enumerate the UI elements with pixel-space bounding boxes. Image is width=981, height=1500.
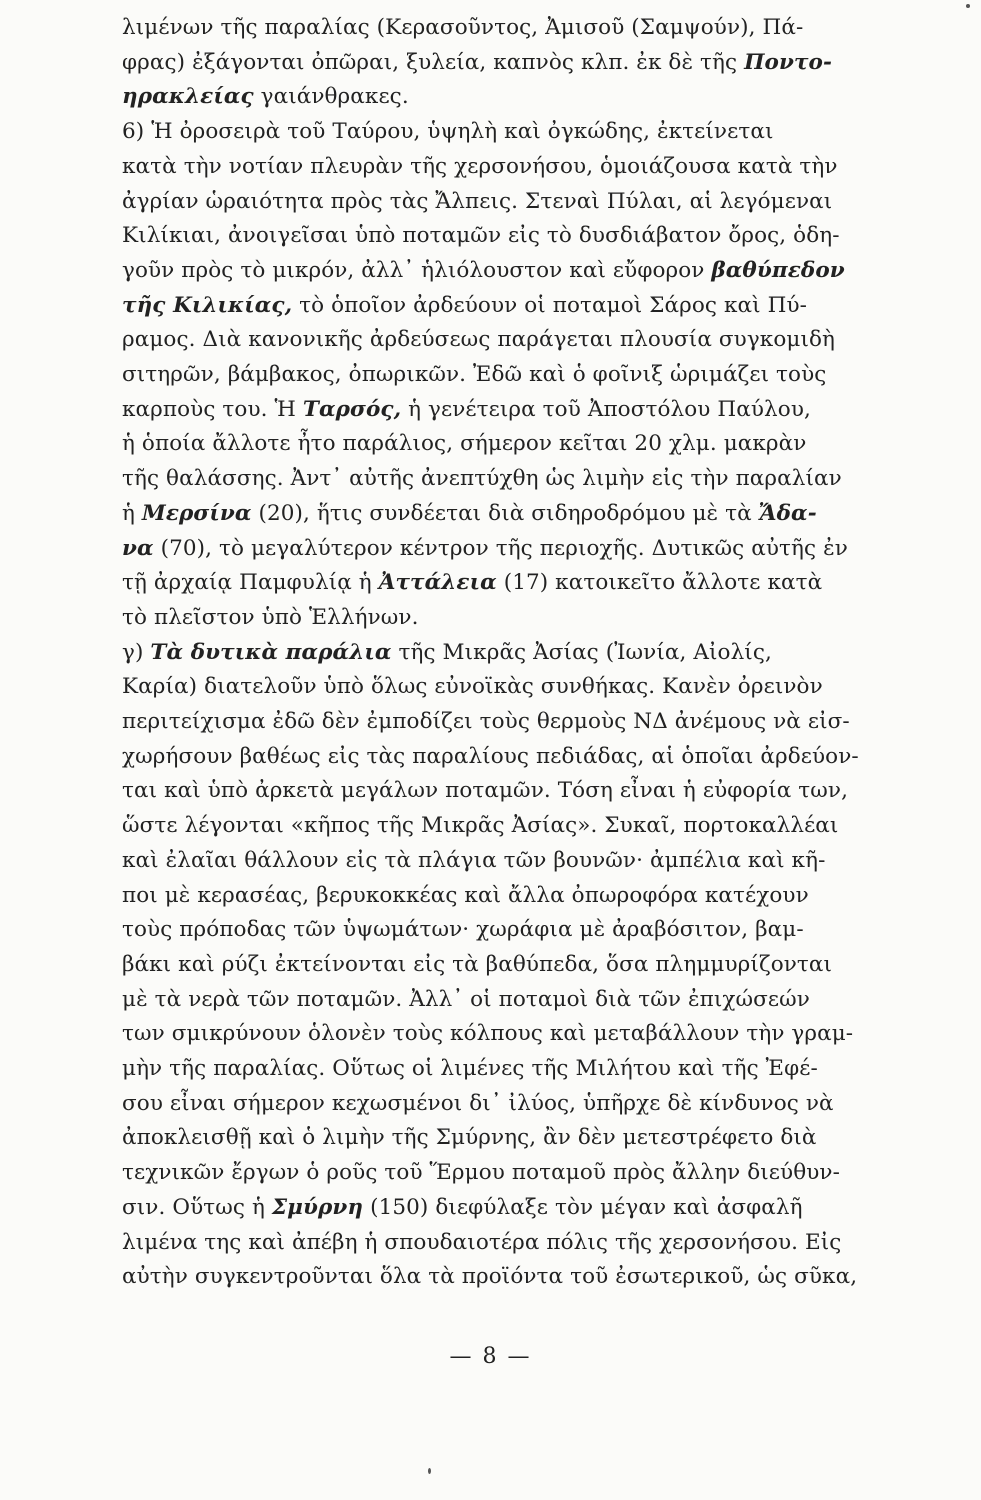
- text-line: [122, 1053, 894, 1085]
- text-line: [122, 637, 894, 669]
- text-line: [122, 81, 894, 113]
- text-run: βάκι καὶ ρύζι ἐκτείνονται εἰς τὰ βαθύπεδα, ὅσα πλημμυρίζονται: [122, 951, 833, 977]
- text-line: [122, 186, 894, 218]
- text-line: [122, 428, 894, 460]
- bold-term: να: [122, 535, 154, 561]
- text-line: [122, 1261, 894, 1293]
- text-run: καρποὺς του. Ἡ: [122, 396, 303, 422]
- bold-term: Μερσίνα: [141, 500, 252, 526]
- text-run: τὸ πλεῖστον ὑπὸ Ἑλλήνων.: [122, 604, 419, 630]
- text-run: κατὰ τὴν νοτίαν πλευρὰν τῆς χερσονήσου, ὁμοιάζουσα κατὰ τὴν: [122, 153, 838, 179]
- text-line: [122, 533, 894, 565]
- text-run: τοὺς πρόποδας τῶν ὑψωμάτων· χωράφια μὲ ἀραβόσιτον, βαμ-: [122, 917, 804, 943]
- text-line: [122, 12, 894, 44]
- text-line: [122, 290, 894, 322]
- text-run: Καρία) διατελοῦν ὑπὸ ὅλως εὐνοϊκὰς συνθήκας. Κανὲν ὀρεινὸν: [122, 674, 823, 700]
- text-line: [122, 706, 894, 738]
- scan-speck: [966, 4, 970, 8]
- text-run: λιμένων τῆς παραλίας (Κερασοῦντος, Ἀμισοῦ (Σαμψούν), Πά-: [122, 15, 804, 40]
- text-run: (17) κατοικεῖτο ἄλλοτε κατὰ: [496, 570, 823, 596]
- text-run: (70), τὸ μεγαλύτερον κέντρον τῆς περιοχῆς. Δυτικῶς αὐτῆς ἐν: [153, 535, 848, 561]
- text-line: [122, 220, 894, 252]
- text-line: [122, 949, 894, 981]
- text-run: φρας) ἐξάγονται ὀπῶραι, ξυλεία, καπνὸς κλπ. ἐκ δὲ τῆς: [122, 49, 745, 75]
- text-run: Κιλίκιαι, ἀνοιγεῖσαι ὑπὸ ποταμῶν εἰς τὸ δυσδιάβατον ὄρος, ὁδη-: [122, 223, 840, 249]
- text-line: [122, 1122, 894, 1154]
- text-line: [122, 1157, 894, 1189]
- text-run: τῇ ἀρχαίᾳ Παμφυλίᾳ ἡ: [122, 570, 379, 596]
- text-run: ἡ ὁποία ἄλλοτε ἦτο παράλιος, σήμερον κεῖται 20 χλμ. μακρὰν: [122, 431, 807, 457]
- text-line: [122, 47, 894, 79]
- bold-term: Ἀττάλεια: [378, 570, 497, 596]
- text-line: [122, 255, 894, 287]
- text-run: ποι μὲ κερασέας, βερυκοκκέας καὶ ἄλλα ὀπωροφόρα κατέχουν: [122, 882, 809, 908]
- text-run: σου εἶναι σήμερον κεχωσμένοι δι᾽ ἰλύος, ὑπῆρχε δὲ κίνδυνος νὰ: [122, 1090, 834, 1116]
- text-run: ραμος. Διὰ κανονικῆς ἀρδεύσεως παράγεται πλουσία συγκομιδὴ: [122, 327, 836, 353]
- text-run: περιτείχισμα ἐδῶ δὲν ἐμποδίζει τοὺς θερμοὺς ΝΔ ἀνέμους νὰ εἰσ-: [122, 709, 850, 734]
- text-run: τῆς θαλάσσης. Ἀντ᾽ αὐτῆς ἀνεπτύχθη ὡς λιμὴν εἰς τὴν παραλίαν: [122, 466, 842, 492]
- text-run: ται καὶ ὑπὸ ἀρκετὰ μεγάλων ποταμῶν. Τόση εἶναι ἡ εὐφορία των,: [122, 778, 849, 804]
- text-run: τεχνικῶν ἔργων ὁ ροῦς τοῦ Ἕρμου ποταμοῦ πρὸς ἄλλην διεύθυν-: [122, 1160, 840, 1186]
- page-number: — 8 —: [449, 1344, 532, 1369]
- text-line: [122, 671, 894, 703]
- text-run: (20), ἥτις συνδέεται διὰ σιδηροδρόμου μὲ τὰ: [251, 500, 759, 526]
- text-line: [122, 1192, 894, 1224]
- text-line: [122, 151, 894, 183]
- text-run: γ): [122, 639, 151, 665]
- bold-term: ηρακλείας: [122, 84, 254, 110]
- text-line: [122, 984, 894, 1016]
- text-line: [122, 810, 894, 842]
- text-line: [122, 1018, 894, 1050]
- text-run: (150) διεφύλαξε τὸν μέγαν καὶ ἀσφαλῆ: [363, 1194, 803, 1220]
- bold-term: Τὰ δυτικὰ παράλια: [150, 639, 392, 665]
- text-run: μὴν τῆς παραλίας. Οὕτως οἱ λιμένες τῆς Μιλήτου καὶ τῆς Ἐφέ-: [122, 1056, 818, 1081]
- text-line: [122, 394, 894, 426]
- bold-term: τῆς Κιλικίας,: [122, 292, 293, 318]
- text-run: ἡ: [122, 500, 142, 526]
- text-line: [122, 359, 894, 391]
- text-run: καὶ ἐλαῖαι θάλλουν εἰς τὰ πλάγια τῶν βουνῶν· ἀμπέλια καὶ κῆ-: [122, 847, 826, 873]
- text-run: ἡ γενέτειρα τοῦ Ἀποστόλου Παύλου,: [401, 396, 811, 422]
- text-line: [122, 324, 894, 356]
- text-run: των σμικρύνουν ὁλονὲν τοὺς κόλπους καὶ μεταβάλλουν τὴν γραμ-: [122, 1021, 854, 1047]
- text-run: ὥστε λέγονται «κῆπος τῆς Μικρᾶς Ἀσίας». Συκαῖ, πορτοκαλλέαι: [122, 813, 839, 839]
- text-line: [122, 775, 894, 807]
- text-run: ἀποκλεισθῇ καὶ ὁ λιμὴν τῆς Σμύρνης, ἂν δὲν μετεστρέφετο διὰ: [122, 1125, 817, 1151]
- text-line: [122, 1088, 894, 1120]
- text-run: ἀγρίαν ὡραιότητα πρὸς τὰς Ἄλπεις. Στεναὶ Πύλαι, αἱ λεγόμεναι: [122, 188, 833, 214]
- text-line: [122, 567, 894, 599]
- text-run: 6) Ἡ ὀροσειρὰ τοῦ Ταύρου, ὑψηλὴ καὶ ὀγκώδης, ἐκτείνεται: [122, 119, 774, 145]
- text-run: λιμένα της καὶ ἀπέβη ἡ σπουδαιοτέρα πόλις τῆς χερσονήσου. Εἰς: [122, 1229, 842, 1255]
- text-run: γοῦν πρὸς τὸ μικρόν, ἀλλ᾽ ἡλιόλουστον καὶ εὔφορον: [122, 257, 712, 283]
- text-line: [122, 498, 894, 530]
- bold-term: Σμύρνη: [271, 1194, 364, 1220]
- bold-term: βαθύπεδον: [711, 257, 845, 283]
- bold-term: Ποντο-: [744, 49, 832, 75]
- text-line: [122, 741, 894, 773]
- text-run: μὲ τὰ νερὰ τῶν ποταμῶν. Ἀλλ᾽ οἱ ποταμοὶ διὰ τῶν ἐπιχώσεών: [122, 986, 810, 1012]
- scan-speck: [428, 1468, 431, 1474]
- text-line: [122, 116, 894, 148]
- text-run: τὸ ὁποῖον ἀρδεύουν οἱ ποταμοὶ Σάρος καὶ Πύ-: [292, 292, 807, 318]
- text-run: σιν. Οὕτως ἡ: [122, 1194, 272, 1220]
- text-run: γαιάνθρακες.: [253, 84, 409, 110]
- text-line: [122, 914, 894, 946]
- bold-term: Ἄδα-: [758, 500, 817, 526]
- text-line: [122, 463, 894, 495]
- text-line: [122, 880, 894, 912]
- text-run: αὐτὴν συγκεντροῦνται ὅλα τὰ προϊόντα τοῦ ἐσωτερικοῦ, ὡς σῦκα,: [122, 1264, 858, 1290]
- text-line: [122, 1227, 894, 1259]
- bold-term: Ταρσός,: [302, 396, 402, 422]
- text-run: σιτηρῶν, βάμβακος, ὀπωρικῶν. Ἐδῶ καὶ ὁ φοῖνιξ ὡριμάζει τοὺς: [122, 362, 827, 387]
- text-line: [122, 845, 894, 877]
- text-run: χωρήσουν βαθέως εἰς τὰς παραλίους πεδιάδας, αἱ ὁποῖαι ἀρδεύον-: [122, 743, 859, 769]
- text-run: τῆς Μικρᾶς Ἀσίας (Ἰωνία, Αἰολίς,: [391, 639, 772, 665]
- text-line: [122, 602, 894, 634]
